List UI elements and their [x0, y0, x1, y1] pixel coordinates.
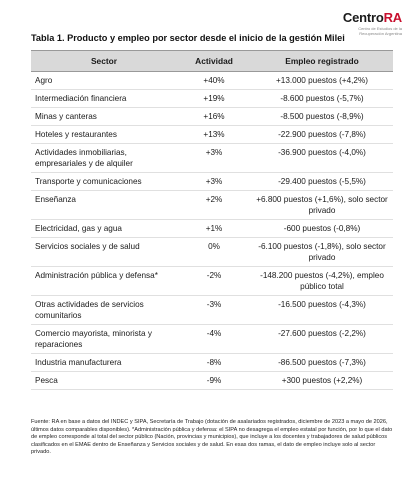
table-row — [31, 354, 393, 372]
actividad-cell: +3% — [177, 173, 251, 191]
empleo-cell: -86.500 puestos (-7,3%) — [251, 354, 393, 372]
table-row — [31, 238, 393, 267]
sector-cell: Actividades inmobiliarias, empresariales y de alquiler — [31, 144, 177, 173]
empleo-cell: +13.000 puestos (+4,2%) — [251, 72, 393, 90]
table-header-row — [31, 51, 393, 72]
sector-cell: Hoteles y restaurantes — [31, 126, 177, 144]
header-empleo: Empleo registrado — [251, 51, 393, 72]
actividad-cell: +16% — [177, 108, 251, 126]
empleo-cell: -8.500 puestos (-8,9%) — [251, 108, 393, 126]
empleo-cell: -148.200 puestos (-4,2%), empleo público total — [251, 267, 393, 296]
table-row — [31, 144, 393, 173]
table-row — [31, 296, 393, 325]
actividad-cell: -8% — [177, 354, 251, 372]
actividad-cell: -4% — [177, 325, 251, 354]
empleo-cell: -6.100 puestos (-1,8%), solo sector privado — [251, 238, 393, 267]
table-row — [31, 372, 393, 390]
actividad-cell: +40% — [177, 72, 251, 90]
sector-cell: Minas y canteras — [31, 108, 177, 126]
sector-cell: Servicios sociales y de salud — [31, 238, 177, 267]
sector-table — [31, 50, 393, 390]
source-note: Fuente: RA en base a datos del INDEC y SIPA, Secretaría de Trabajo (dotación de asalariados registrados, diciembre de 2023 a mayo de 2026, últimos datos comparables disponibles). *Administración pública y defensa: el SIPA no desagrega el empleo estatal por función, por lo que el dato de empleo corresponde al total del sector público (Nación, provincias y municipios), que incluye a los docentes y trabajadores de salud públicos clasificados en el EMAE dentro de Enseñanza y Servicios sociales y de salud. En esas dos ramas, el dato de empleo incluye solo al sector privado. — [31, 419, 393, 456]
empleo-cell: -8.600 puestos (-5,7%) — [251, 90, 393, 108]
sector-cell: Enseñanza — [31, 191, 177, 220]
brand-logo — [343, 10, 402, 36]
actividad-cell: -9% — [177, 372, 251, 390]
brand-word-accent: RA — [383, 10, 402, 25]
empleo-cell: -29.400 puestos (-5,5%) — [251, 173, 393, 191]
sector-cell: Pesca — [31, 372, 177, 390]
table-row — [31, 191, 393, 220]
sector-cell: Electricidad, gas y agua — [31, 220, 177, 238]
table-row — [31, 173, 393, 191]
actividad-cell: -2% — [177, 267, 251, 296]
table-row — [31, 325, 393, 354]
sector-cell: Transporte y comunicaciones — [31, 173, 177, 191]
empleo-cell: -16.500 puestos (-4,3%) — [251, 296, 393, 325]
header-sector: Sector — [31, 51, 177, 72]
table-row — [31, 72, 393, 90]
table-row — [31, 90, 393, 108]
table-row — [31, 220, 393, 238]
empleo-cell: -600 puestos (-0,8%) — [251, 220, 393, 238]
sector-cell: Administración pública y defensa* — [31, 267, 177, 296]
empleo-cell: -36.900 puestos (-4,0%) — [251, 144, 393, 173]
actividad-cell: 0% — [177, 238, 251, 267]
actividad-cell: -3% — [177, 296, 251, 325]
sector-cell: Industria manufacturera — [31, 354, 177, 372]
actividad-cell: +1% — [177, 220, 251, 238]
actividad-cell: +2% — [177, 191, 251, 220]
sector-cell: Intermediación financiera — [31, 90, 177, 108]
brand-word-main: Centro — [342, 10, 384, 25]
header-actividad: Actividad — [177, 51, 251, 72]
actividad-cell: +19% — [177, 90, 251, 108]
sector-cell: Agro — [31, 72, 177, 90]
actividad-cell: +13% — [177, 126, 251, 144]
empleo-cell: +6.800 puestos (+1,6%), solo sector privado — [251, 191, 393, 220]
brand-wordmark — [343, 10, 402, 25]
actividad-cell: +3% — [177, 144, 251, 173]
empleo-cell: -22.900 puestos (-7,8%) — [251, 126, 393, 144]
table-row — [31, 108, 393, 126]
brand-subtitle — [343, 26, 402, 36]
brand-subtitle-line2: Recuperación Argentina — [359, 31, 402, 36]
brand-subtitle-line1: Centro de Estudios de la — [358, 26, 402, 31]
empleo-cell: -27.600 puestos (-2,2%) — [251, 325, 393, 354]
table-row — [31, 126, 393, 144]
sector-cell: Otras actividades de servicios comunitarios — [31, 296, 177, 325]
table-title: Tabla 1. Producto y empleo por sector desde el inicio de la gestión Milei — [31, 33, 345, 43]
table-row — [31, 267, 393, 296]
empleo-cell: +300 puestos (+2,2%) — [251, 372, 393, 390]
sector-cell: Comercio mayorista, minorista y reparaciones — [31, 325, 177, 354]
